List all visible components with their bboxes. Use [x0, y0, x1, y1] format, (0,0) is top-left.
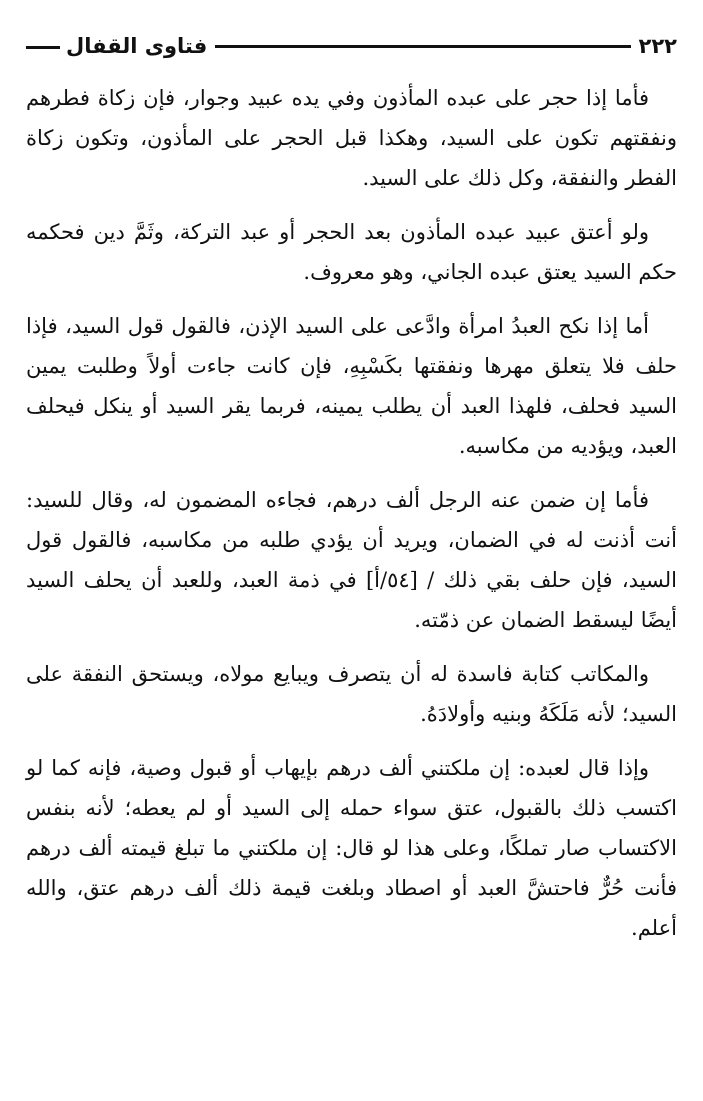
book-page — [26, 26, 677, 948]
paragraph-3: أما إذا نكح العبدُ امرأة وادَّعى على السيد الإذن، فالقول قول السيد، فإذا حلف فلا يتعلق مهرها ونفقتها بكَسْبِهِ، فإن كانت جاءت أولاً وطلبت يمين السيد فحلف، فلهذا العبد أن يطلب يمينه، فربما يقر السيد أو ينكل فيحلف العبد، ويؤديه من مكاسبه. — [26, 314, 677, 458]
page-number: ٢٢٢ — [638, 34, 677, 58]
paragraph-5: والمكاتب كتابة فاسدة له أن يتصرف ويبايع مولاه، ويستحق النفقة على السيد؛ لأنه مَلَكَهُ وبنيه وأولادَهُ. — [26, 662, 677, 726]
header-rule — [215, 45, 630, 48]
book-title-text: فتاوى القفال — [66, 34, 208, 58]
running-title — [26, 34, 207, 58]
paragraph-1: فأما إذا حجر على عبده المأذون وفي يده عبيد وجوار، فإن زكاة فطرهم ونفقتهم تكون على السيد، وهكذا قبل الحجر على المأذون، وتكون زكاة الفطر والنفقة، وكل ذلك على السيد. — [26, 86, 677, 190]
title-dash — [26, 46, 60, 49]
page-header — [26, 26, 677, 66]
paragraph-4: فأما إن ضمن عنه الرجل ألف درهم، فجاءه المضمون له، وقال للسيد: أنت أذنت له في الضمان، ويريد أن يؤدي طلبه من مكاسبه، فالقول قول السيد، فإن حلف بقي ذلك / [٥٤/أ] في ذمة العبد، وللعبد أن يحلف السيد أيضًا ليسقط الضمان عن ذمّته. — [26, 488, 678, 632]
paragraph-2: ولو أعتق عبيد عبده المأذون بعد الحجر أو عبد التركة، وثَمَّ دين فحكمه حكم السيد يعتق عبده الجاني، وهو معروف. — [26, 220, 677, 284]
paragraph-6: وإذا قال لعبده: إن ملكتني ألف درهم بإيهاب أو قبول وصية، فإنه كما لو اكتسب ذلك بالقبول، عتق سواء حمله إلى السيد أو لم يعطه؛ لأنه بنفس الاكتساب صار تملكًا، وعلى هذا لو قال: إن ملكتني ما تبلغ قيمته ألف درهم فأنت حُرٌّ فاحتشَّ العبد أو اصطاد وبلغت قيمة ذلك ألف درهم عتق، والله أعلم. — [26, 756, 677, 940]
